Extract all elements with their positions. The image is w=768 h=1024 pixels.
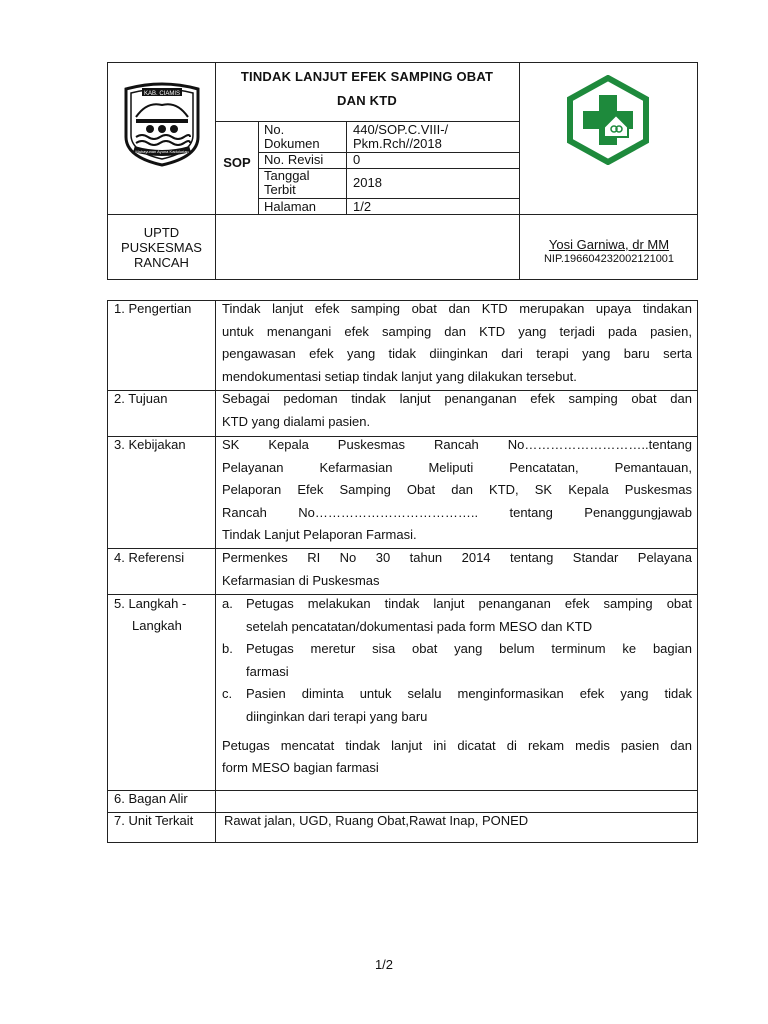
signer-block — [520, 237, 698, 266]
section-text-unit: Rawat jalan, UGD, Ruang Obat,Rawat Inap, PONED — [224, 813, 529, 828]
sop-header-table — [107, 62, 698, 280]
section-label-langkah: 5. Langkah - Langkah — [114, 596, 187, 633]
section-label-tujuan: 2. Tujuan — [114, 391, 168, 406]
signer-name: Yosi Garniwa, dr MM — [548, 237, 670, 252]
signer-nip: NIP.196604232002121001 — [543, 253, 675, 265]
list-item: b. Petugas meretur sisa obat yang belum terminum ke bagian farmasi — [222, 641, 692, 679]
title-line-2: DAN KTD — [337, 93, 397, 108]
kabupaten-ciamis-logo — [122, 77, 202, 167]
section-label-kebijakan: 3. Kebijakan — [114, 437, 186, 452]
logo-text-bottom: Mahayunan Ayuna Kadulurian — [135, 149, 189, 154]
section-label-pengertian: 1. Pengertian — [114, 301, 192, 316]
logo-text-top: KAB. CIAMIS — [143, 91, 181, 97]
section-note-langkah: Petugas mencatat tindak lanjut ini dicatat di rekam medis pasien dan form MESO bagian farmasi — [222, 737, 692, 776]
row-doc-number-label: No. Dokumen — [264, 122, 320, 151]
list-item: a. Petugas melakukan tindak lanjut penanganan efek samping obat setelah pencatatan/dokumentasi pada form MESO dan KTD — [222, 596, 692, 634]
row-doc-number-value: 440/SOP.C.VIII-/ Pkm.Rch//2018 — [353, 122, 449, 151]
section-label-unit: 7. Unit Terkait — [114, 813, 194, 828]
list-item: c. Pasien diminta untuk selalu menginformasikan efek yang tidak diinginkan dari terapi yang baru — [222, 686, 692, 724]
row-revision-value: 0 — [353, 152, 361, 167]
section-text-tujuan: Sebagai pedoman tindak lanjut penanganan efek samping obat dan KTD yang dialami pasien. — [222, 391, 692, 429]
section-label-referensi: 4. Referensi — [114, 550, 185, 565]
section-label-bagan: 6. Bagan Alir — [114, 791, 188, 806]
sop-content-table — [107, 300, 698, 843]
puskesmas-logo — [564, 75, 652, 165]
organization-name: UPTD PUSKESMAS RANCAH — [121, 225, 202, 270]
document-title — [216, 65, 518, 113]
row-date-label: Tanggal Terbit — [264, 168, 310, 197]
sop-label: SOP — [223, 155, 251, 170]
row-date-value: 2018 — [353, 175, 382, 190]
section-text-referensi: Permenkes RI No 30 tahun 2014 tentang Standar Pelayana Kefarmasian di Puskesmas — [222, 550, 692, 588]
row-page-label: Halaman — [264, 199, 317, 214]
row-revision-label: No. Revisi — [264, 152, 324, 167]
row-page-value: 1/2 — [353, 199, 372, 214]
title-line-1: TINDAK LANJUT EFEK SAMPING OBAT — [240, 69, 494, 84]
section-list-langkah — [222, 593, 692, 780]
page-number: 1/2 — [374, 957, 394, 972]
section-text-pengertian: Tindak lanjut efek samping obat dan KTD merupakan upaya tindakan untuk menangani efek samping dan KTD yang terjadi pada pasien, pengawasan efek yang tidak diinginkan dari terapi yang baru serta mendokumentasi setiap tindak lanjut yang dilakukan tersebut. — [222, 301, 692, 384]
section-text-kebijakan: SK Kepala Puskesmas Rancah No………………………..tentang Pelayanan Kefarmasian Meliputi Pencatatan, Pemantauan, Pelaporan Efek Samping Obat dan KTD, SK Kepala Puskesmas Rancah No……………………………….. tentang Penanggungjawab Tindak Lanjut Pelaporan Farmasi. — [222, 437, 692, 543]
